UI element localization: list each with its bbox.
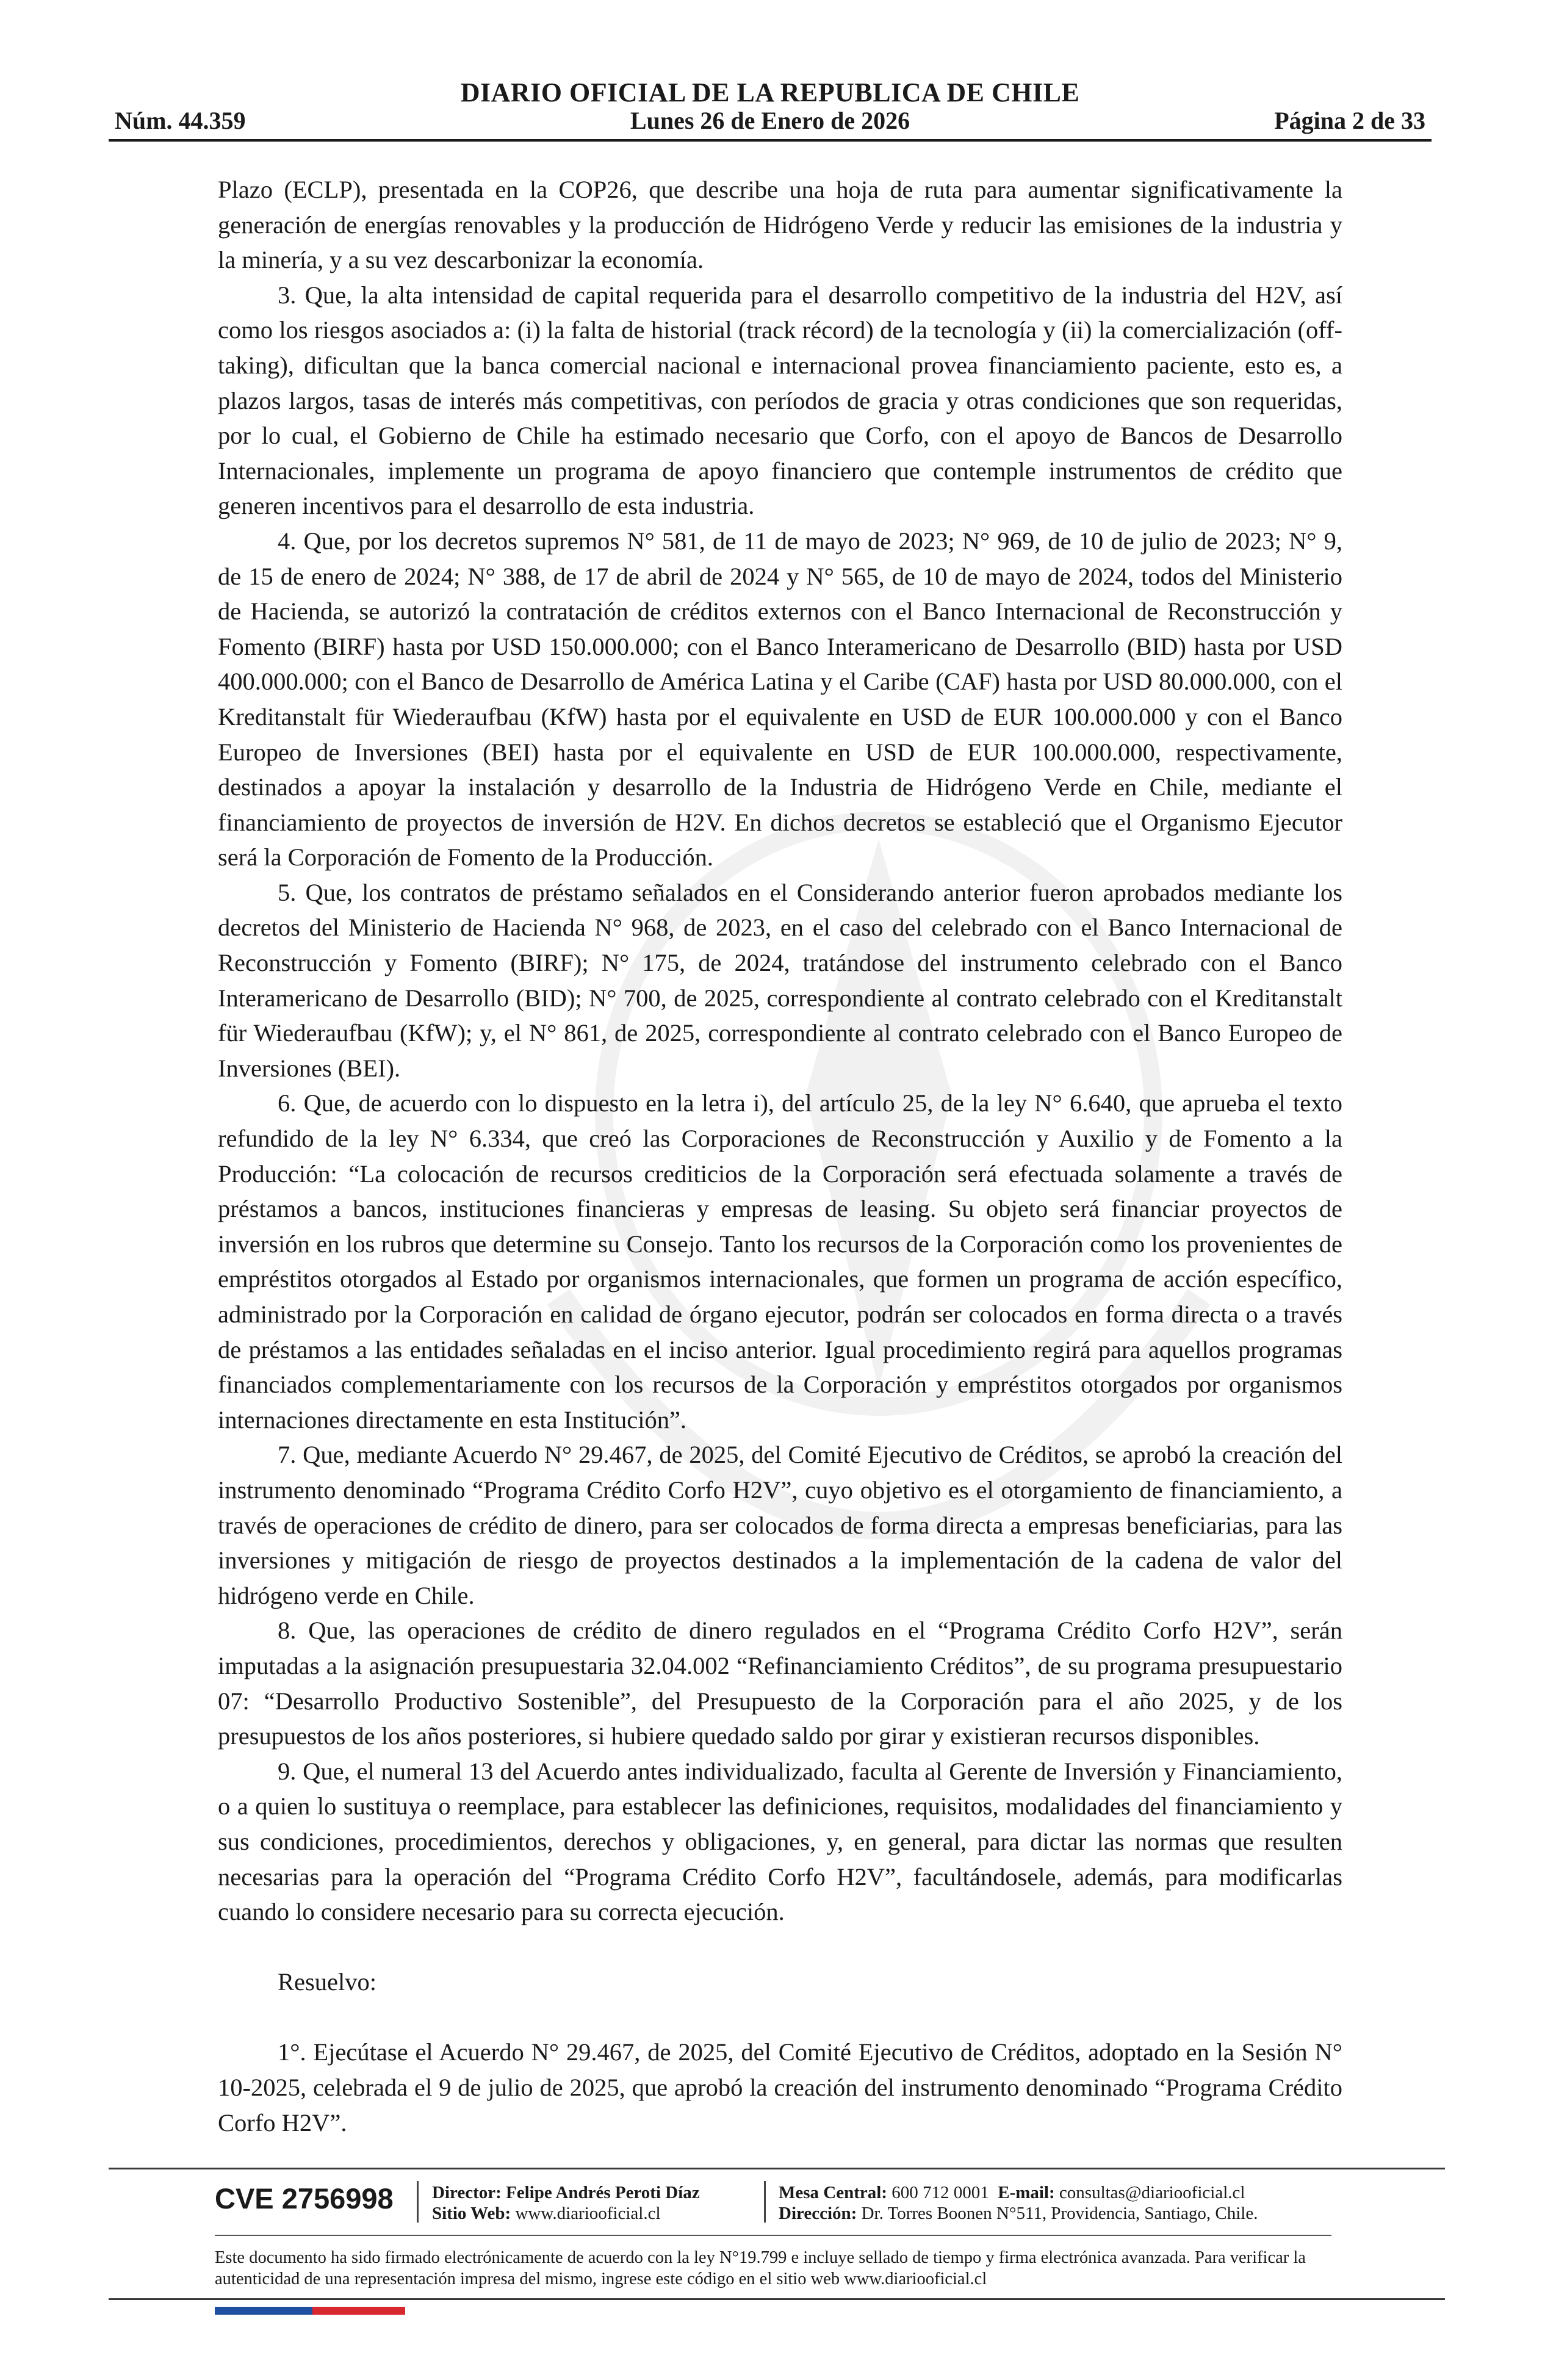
- paragraph-8: 8. Que, las operaciones de crédito de dinero regulados en el “Programa Crédito Corfo H2V”, serán imputadas a la asignación presupuestaria 32.04.002 “Refinanciamiento Créditos”, de su programa presupuestario 07: “Desarrollo Productivo Sostenible”, del Presupuesto de la Corporación para el año 2025, y de los presupuestos de los años posteriores, si hubiere quedado saldo por girar y existieran recursos disponibles.: [218, 1617, 1342, 1750]
- issue-date: Lunes 26 de Enero de 2026: [630, 107, 910, 134]
- header-divider: [109, 139, 1432, 142]
- page-number: Página 2 de 33: [1274, 107, 1425, 134]
- resolution-heading: Resuelvo:: [278, 1968, 376, 1996]
- paragraph-5: 5. Que, los contratos de préstamo señalados en el Considerando anterior fueron aprobados mediante los decretos del Ministerio de Hacienda N° 968, de 2023, en el caso del celebrado con el Banco Internacional de Reconstrucción y Fomento (BIRF); N° 175, de 2024, tratándose del instrumento celebrado con el Banco Interamericano de Desarrollo (BID); N° 700, de 2025, correspondiente al contrato celebrado con el Kreditanstalt für Wiederaufbau (KfW); y, el N° 861, de 2025, correspondiente al contrato celebrado con el Banco Europeo de Inversiones (BEI).: [218, 878, 1342, 1082]
- issue-number: Núm. 44.359: [115, 107, 246, 134]
- paragraph-7: 7. Que, mediante Acuerdo N° 29.467, de 2025, del Comité Ejecutivo de Créditos, se aprobó la creación del instrumento denominado “Programa Crédito Corfo H2V”, cuyo objetivo es el otorgamiento de financiamiento, a través de operaciones de crédito de dinero, para ser colocados de forma directa a empresas beneficiarias, para las inversiones y mitigación de riesgo de proyectos destinados a la implementación de la cadena de valor del hidrógeno verde en Chile.: [218, 1441, 1342, 1609]
- flag-stripe-blue: [215, 2307, 312, 2315]
- footer-separator: [417, 2181, 419, 2223]
- footer-divider-middle: [215, 2235, 1331, 2236]
- email-label: E-mail:: [998, 2183, 1055, 2202]
- director-label: Director:: [432, 2183, 502, 2202]
- footer-divider-top: [109, 2168, 1445, 2169]
- document-body: [218, 172, 1342, 2140]
- footer-director-block: [432, 2182, 700, 2224]
- flag-stripe-red: [312, 2307, 405, 2315]
- paragraph-continuation: Plazo (ECLP), presentada en la COP26, que describe una hoja de ruta para aumentar significativamente la generación de energías renovables y la producción de Hidrógeno Verde y reducir las emisiones de la industria y la minería, y a su vez descarbonizar la economía.: [218, 176, 1342, 274]
- website-link[interactable]: www.diariooficial.cl: [515, 2204, 661, 2223]
- footer-divider-bottom: [109, 2298, 1445, 2300]
- address-value: Dr. Torres Boonen N°511, Providencia, Santiago, Chile.: [861, 2204, 1258, 2223]
- cve-code: CVE 2756998: [215, 2182, 394, 2215]
- phone-label: Mesa Central:: [779, 2183, 887, 2202]
- paragraph-9: 9. Que, el numeral 13 del Acuerdo antes individualizado, faculta al Gerente de Inversión y Financiamiento, o a quien lo sustituya o reemplace, para establecer las definiciones, requisitos, modalidades del financiamiento y sus condiciones, procedimientos, derechos y obligaciones, y, en general, para dictar las normas que resulten necesarias para la operación del “Programa Crédito Corfo H2V”, facultándosele, además, para modificarlas cuando lo considere necesario para su correcta ejecución.: [218, 1757, 1342, 1926]
- newspaper-title: DIARIO OFICIAL DE LA REPUBLICA DE CHILE: [460, 78, 1080, 107]
- address-label: Dirección:: [779, 2204, 857, 2223]
- paragraph-4: 4. Que, por los decretos supremos N° 581, de 11 de mayo de 2023; N° 969, de 10 de julio de 2023; N° 9, de 15 de enero de 2024; N° 388, de 17 de abril de 2024 y N° 565, de 10 de mayo de 2024, todos del Ministerio de Hacienda, se autorizó la contratación de créditos externos con el Banco Internacional de Reconstrucción y Fomento (BIRF) hasta por USD 150.000.000; con el Banco Interamericano de Desarrollo (BID) hasta por USD 400.000.000; con el Banco de Desarrollo de América Latina y el Caribe (CAF) hasta por USD 80.000.000, con el Kreditanstalt für Wiederaufbau (KfW) hasta por el equivalente en USD de EUR 100.000.000 y con el Banco Europeo de Inversiones (BEI) hasta por el equivalente en USD de EUR 100.000.000, respectivamente, destinados a apoyar la instalación y desarrollo de la Industria de Hidrógeno Verde en Chile, mediante el financiamiento de proyectos de inversión de H2V. En dichos decretos se estableció que el Organismo Ejecutor será la Corporación de Fomento de la Producción.: [218, 527, 1342, 871]
- page-header: [109, 72, 1432, 144]
- website-label: Sitio Web:: [432, 2204, 511, 2223]
- paragraph-6: 6. Que, de acuerdo con lo dispuesto en la letra i), del artículo 25, de la ley N° 6.640, que aprueba el texto refundido de la ley N° 6.334, que creó las Corporaciones de Reconstrucción y Auxilio y de Fomento a la Producción: “La colocación de recursos crediticios de la Corporación será efectuada solamente a través de préstamos a bancos, instituciones financieras y empresas de leasing. Su objeto será financiar proyectos de inversión en los rubros que determine su Consejo. Tanto los recursos de la Corporación como los provenientes de empréstitos otorgados al Estado por organismos internacionales, que formen un programa de acción específico, administrado por la Corporación en calidad de órgano ejecutor, podrán ser colocados en forma directa o a través de préstamos a las entidades señaladas en el inciso anterior. Igual procedimiento regirá para aquellos programas financiados complementariamente con los recursos de la Corporación y empréstitos otorgados por organismos internaciones directamente en esta Institución”.: [218, 1089, 1342, 1433]
- footer-separator: [764, 2181, 766, 2223]
- phone-value: 600 712 0001: [891, 2183, 989, 2202]
- paragraph-3: 3. Que, la alta intensidad de capital requerida para el desarrollo competitivo de la industria del H2V, así como los riesgos asociados a: (i) la falta de historial (track récord) de la tecnología y (ii) la comercialización (off-taking), dificultan que la banca comercial nacional e internacional provea financiamiento paciente, esto es, a plazos largos, tasas de interés más competitivas, con períodos de gracia y otras condiciones que son requeridas, por lo cual, el Gobierno de Chile ha estimado necesario que Corfo, con el apoyo de Bancos de Desarrollo Internacionales, implemente un programa de apoyo financiero que contemple instrumentos de crédito que generen incentivos para el desarrollo de esta industria.: [218, 281, 1342, 520]
- resolution-article-1: 1°. Ejecútase el Acuerdo N° 29.467, de 2025, del Comité Ejecutivo de Créditos, adoptado en la Sesión N° 10-2025, celebrada el 9 de julio de 2025, que aprobó la creación del instrumento denominado “Programa Crédito Corfo H2V”.: [218, 2038, 1342, 2137]
- electronic-signature-notice: Este documento ha sido firmado electrónicamente de acuerdo con la ley N°19.799 e incluye sellado de tiempo y firma electrónica avanzada. Para verificar la autenticidad de una representación impresa del mismo, ingrese este código en el sitio web www.diariooficial.cl: [215, 2248, 1306, 2288]
- email-link[interactable]: consultas@diariooficial.cl: [1059, 2183, 1245, 2202]
- footer-contact-block: [779, 2182, 1258, 2224]
- director-name: Felipe Andrés Peroti Díaz: [506, 2183, 700, 2202]
